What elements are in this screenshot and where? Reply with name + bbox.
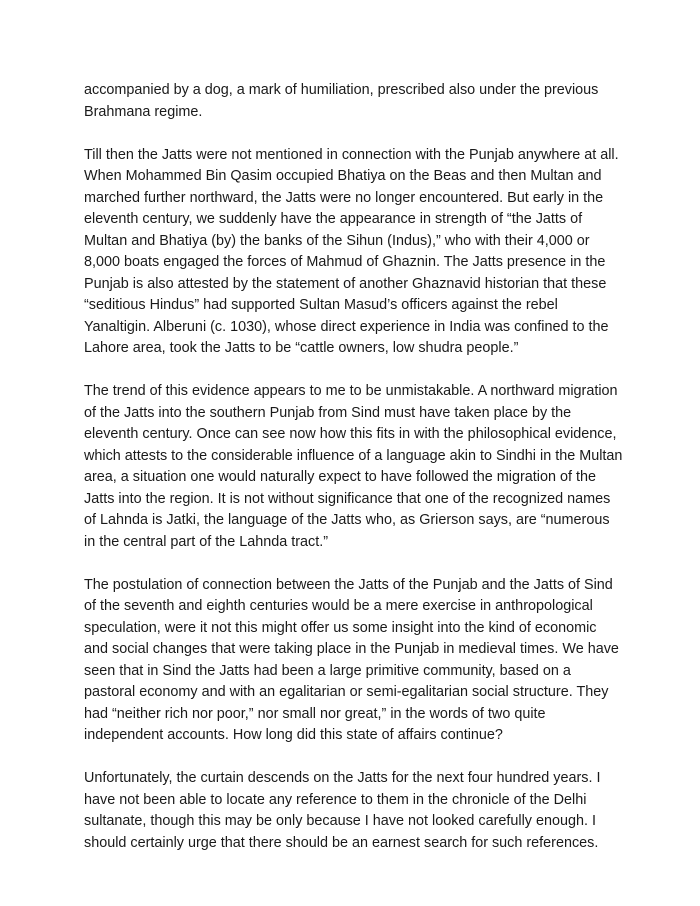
paragraph-4: The postulation of connection between the Jatts of the Punjab and the Jatts of Sind of the seventh and eighth centuries would be a mere exercise in anthropological speculation, were it not this might offer us some insight into the kind of economic and social changes that were taking place in the Punjab in medieval times. We have seen that in Sind the Jatts had been a large primitive community, based on a pastoral economy and with an egalitarian or semi-egalitarian social structure. They had “neither rich nor poor,” nor small nor great,” in the words of two quite independent accounts. How long did this state of affairs continue?: [84, 576, 619, 743]
paragraph-1: accompanied by a dog, a mark of humiliation, prescribed also under the previous Brahmana regime.: [84, 82, 599, 120]
paragraph-5: Unfortunately, the curtain descends on the Jatts for the next four hundred years. I have not been able to locate any reference to them in the chronicle of the Delhi sultanate, though this may be only because I have not looked carefully enough. I should certainly urge that there should be an earnest search for such references.: [84, 770, 601, 851]
paragraph-3: The trend of this evidence appears to me to be unmistakable. A northward migration of the Jatts into the southern Punjab from Sind must have taken place by the eleventh century. Once can see now how this fits in with the philosophical evidence, which attests to the considerable influence of a language akin to Sindhi in the Multan area, a situation one would naturally expect to have followed the migration of the Jatts into the region. It is not without significance that one of the recognized names of Lahnda is Jatki, the language of the Jatts who, as Grierson says, are “numerous in the central part of the Lahnda tract.”: [84, 383, 623, 550]
document-page: [84, 80, 624, 854]
paragraph-2: Till then the Jatts were not mentioned in connection with the Punjab anywhere at all. When Mohammed Bin Qasim occupied Bhatiya on the Beas and then Multan and marched further northward, the Jatts were no longer encountered. But early in the eleventh century, we suddenly have the appearance in strength of “the Jatts of Multan and Bhatiya (by) the banks of the Sihun (Indus),” who with their 4,000 or 8,000 boats engaged the forces of Mahmud of Ghaznin. The Jatts presence in the Punjab is also attested by the statement of another Ghaznavid historian that these “seditious Hindus” had supported Sultan Masud’s officers against the rebel Yanaltigin. Alberuni (c. 1030), whose direct experience in India was confined to the Lahore area, took the Jatts to be “cattle owners, low shudra people.”: [84, 146, 619, 356]
